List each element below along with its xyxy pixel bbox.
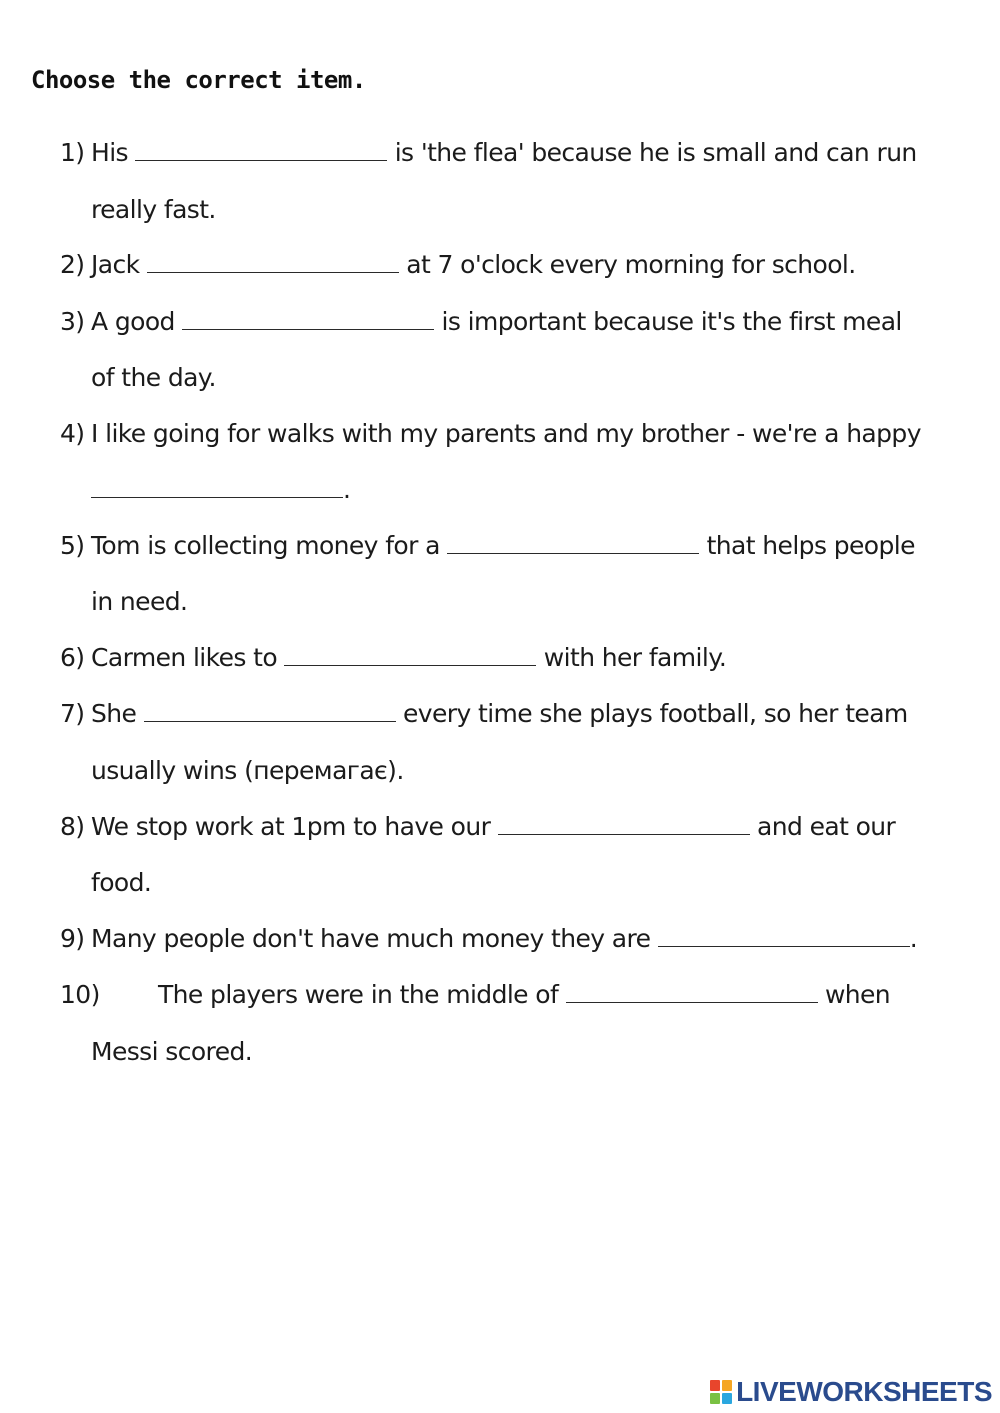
question-text: We stop work at 1pm to have our	[91, 812, 491, 841]
question-number: 5)	[60, 531, 85, 560]
answer-blank-8[interactable]	[498, 809, 750, 835]
question-number: 1)	[60, 138, 85, 167]
question-text: The players were in the middle of	[158, 980, 559, 1009]
question-text: is important because it's the first meal	[441, 307, 902, 336]
question-number: 8)	[60, 812, 85, 841]
question-text: .	[343, 475, 351, 504]
question-number: 7)	[60, 699, 85, 728]
question-number: 9)	[60, 924, 85, 953]
question-text: Messi scored.	[91, 1037, 253, 1066]
question-text: Carmen likes to	[91, 643, 278, 672]
question-text: .	[909, 924, 918, 953]
answer-blank-2[interactable]	[147, 247, 399, 273]
question-text: every time she plays football, so her team	[403, 699, 908, 728]
question-text: at 7 o'clock every morning for school.	[406, 250, 856, 279]
question-text: Tom is collecting money for a	[91, 531, 440, 560]
question-text: when	[824, 980, 891, 1009]
question-text: with her family.	[543, 643, 727, 672]
question-text: I like going for walks with my parents and my brother - we're a happy	[91, 419, 921, 448]
question-text: is 'the flea' because he is small and can run	[394, 138, 917, 167]
question-number: 3)	[60, 307, 85, 336]
liveworksheets-logo-icon	[709, 1378, 733, 1406]
question-text: in need.	[91, 587, 188, 616]
question-text: and eat our	[756, 812, 896, 841]
question-number: 10)	[60, 980, 100, 1009]
answer-blank-6[interactable]	[284, 640, 536, 666]
question-number: 4)	[60, 419, 85, 448]
answer-blank-1[interactable]	[135, 135, 387, 161]
question-number: 6)	[60, 643, 85, 672]
answer-blank-9[interactable]	[658, 921, 910, 947]
question-text: that helps people	[706, 531, 915, 560]
question-text: usually wins (перемагає).	[91, 756, 404, 785]
liveworksheets-logo[interactable]	[709, 1376, 992, 1408]
question-text: Jack	[91, 250, 140, 279]
answer-blank-5[interactable]	[447, 528, 699, 554]
question-text: of the day.	[91, 363, 216, 392]
answer-blank-10[interactable]	[566, 977, 818, 1003]
question-text: She	[91, 699, 137, 728]
question-text: Many people don't have much money they are	[91, 924, 651, 953]
answer-blank-4[interactable]	[91, 472, 343, 498]
question-text: His	[91, 138, 128, 167]
question-text: A good	[91, 307, 175, 336]
answer-blank-7[interactable]	[144, 696, 396, 722]
answer-blank-3[interactable]	[182, 304, 434, 330]
liveworksheets-logo-text: LIVEWORKSHEETS	[736, 1376, 992, 1407]
question-text: food.	[91, 868, 152, 897]
question-text: really fast.	[91, 195, 216, 224]
instruction-heading: Choose the correct item.	[31, 66, 366, 94]
question-number: 2)	[60, 250, 85, 279]
